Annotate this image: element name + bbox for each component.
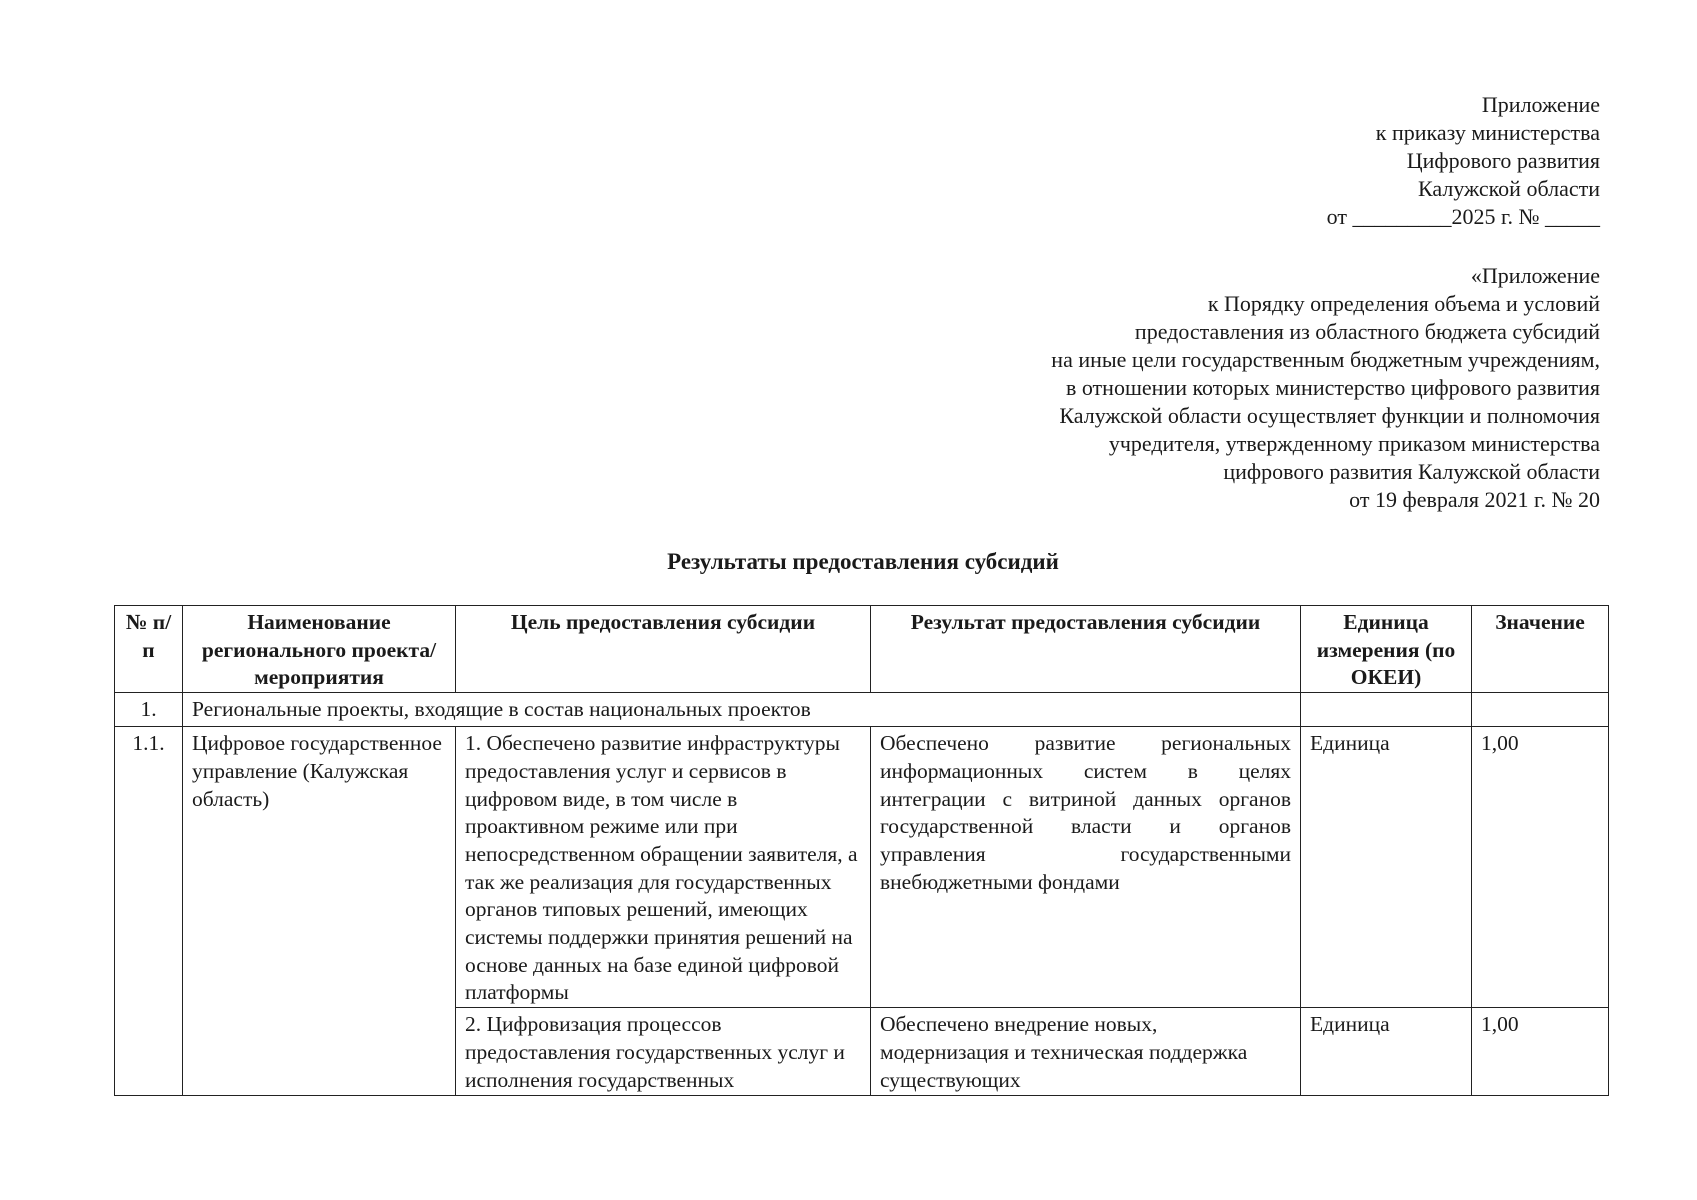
appendix-header-line: от _________2025 г. № _____ <box>1326 204 1600 229</box>
appendix-header <box>1327 91 1600 231</box>
section-row <box>115 693 1609 727</box>
header-result: Результат предоставления субсидии <box>871 606 1301 693</box>
value-cell: 1,00 <box>1472 1008 1609 1096</box>
table-header-row <box>115 606 1609 693</box>
procedure-header-line: предоставления из областного бюджета субсидий <box>1134 319 1600 344</box>
goal-cell: 2. Цифровизация процессов предоставления государственных услуг и исполнения государственных <box>456 1008 871 1096</box>
section-empty-cell <box>1301 693 1472 727</box>
procedure-appendix-header <box>1051 262 1600 514</box>
procedure-header-line: учредителя, утвержденному приказом министерства <box>1108 431 1600 456</box>
header-value: Значение <box>1472 606 1609 693</box>
table-row <box>115 727 1609 1008</box>
appendix-header-line: Приложение <box>1481 92 1600 117</box>
goal-cell: 1. Обеспечено развитие инфраструктуры предоставления услуг и сервисов в цифровом виде, в том числе в проактивном режиме или при непосредственном обращении заявителя, а так же реализация для государственных органов типовых решений, имеющих системы поддержки принятия решений на основе данных на базе единой цифровой платформы <box>456 727 871 1008</box>
unit-cell: Единица <box>1301 727 1472 1008</box>
appendix-header-line: Калужской области <box>1418 176 1600 201</box>
header-unit: Единица измерения (по ОКЕИ) <box>1301 606 1472 693</box>
result-cell: Обеспечено внедрение новых, модернизация и техническая поддержка существующих <box>871 1008 1301 1096</box>
appendix-header-line: Цифрового развития <box>1406 148 1600 173</box>
appendix-header-line: к приказу министерства <box>1375 120 1600 145</box>
procedure-header-line: от 19 февраля 2021 г. № 20 <box>1349 487 1600 512</box>
item-number: 1.1. <box>115 727 183 1096</box>
header-number: № п/п <box>115 606 183 693</box>
procedure-header-line: на иные цели государственным бюджетным учреждениям, <box>1051 347 1600 372</box>
unit-cell: Единица <box>1301 1008 1472 1096</box>
procedure-header-line: Калужской области осуществляет функции и полномочия <box>1059 403 1600 428</box>
item-project-name: Цифровое государственное управление (Калужская область) <box>183 727 456 1096</box>
result-cell: Обеспечено развитие региональных информационных систем в целях интеграции с витриной данных органов государственной власти и органов управления государственными внебюджетными фондами <box>871 727 1301 1008</box>
document-title: Результаты предоставления субсидий <box>667 549 1059 574</box>
procedure-header-line: цифрового развития Калужской области <box>1223 459 1600 484</box>
section-empty-cell <box>1472 693 1609 727</box>
section-label: Региональные проекты, входящие в состав национальных проектов <box>183 693 1301 727</box>
header-project-name: Наименование регионального проекта/мероприятия <box>183 606 456 693</box>
procedure-header-line: «Приложение <box>1470 263 1600 288</box>
header-goal: Цель предоставления субсидии <box>456 606 871 693</box>
value-cell: 1,00 <box>1472 727 1609 1008</box>
procedure-header-line: в отношении которых министерство цифрового развития <box>1065 375 1600 400</box>
procedure-header-line: к Порядку определения объема и условий <box>1207 291 1600 316</box>
subsidy-results-table <box>114 605 1609 1096</box>
section-number: 1. <box>115 693 183 727</box>
